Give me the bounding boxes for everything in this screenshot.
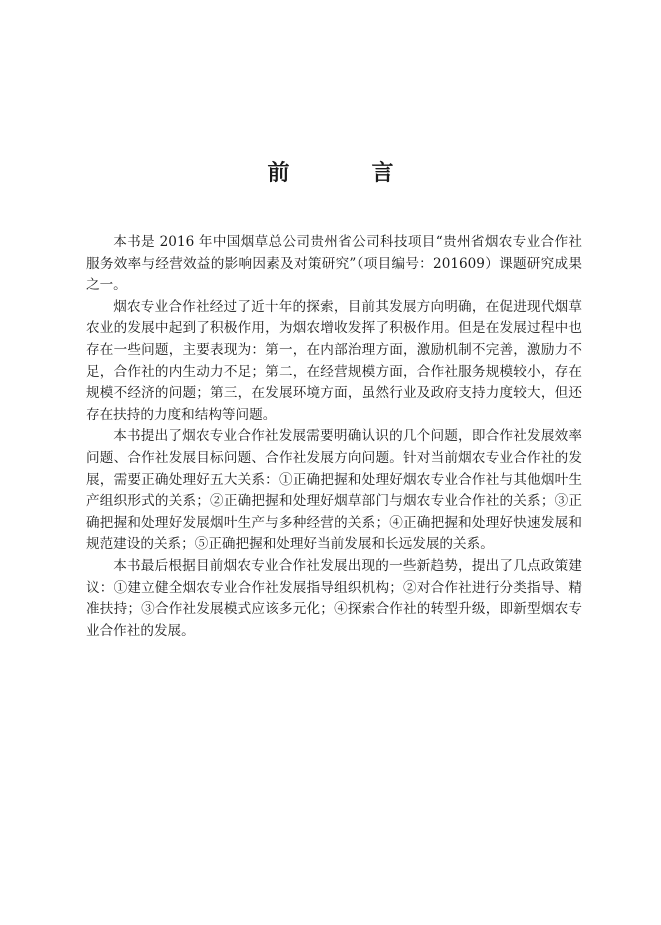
paragraph-2: 烟农专业合作社经过了近十年的探索，目前其发展方向明确，在促进现代烟草农业的发展中起到了积极作用，为烟农增收发挥了积极作用。但是在发展过程中也存在一些问题，主要表现为：第一，在内部治理方面，激励机制不完善，激励力不足，合作社的内生动力不足；第二，在经营规模方面，合作社服务规模较小，存在规模不经济的问题；第三，在发展环境方面，虽然行业及政府支持力度较大，但还存在扶持的力度和结构等问题。 — [86, 298, 582, 423]
paragraph-4: 本书最后根据目前烟农专业合作社发展出现的一些新趋势，提出了几点政策建议：①建立健全烟农专业合作社发展指导组织机构；②对合作社进行分类指导、精准扶持；③合作社发展模式应该多元化；④探索合作社的转型升级，即新型烟农专业合作社的发展。 — [86, 557, 582, 639]
page-title: 前 言 — [267, 160, 424, 186]
paragraph-3: 本书提出了烟农专业合作社发展需要明确认识的几个问题，即合作社发展效率问题、合作社发展目标问题、合作社发展方向问题。针对当前烟农专业合作社的发展，需要正确处理好五大关系：①正确把握和处理好烟农专业合作社与其他烟叶生产组织形式的关系；②正确把握和处理好烟草部门与烟农专业合作社的关系；③正确把握和处理好发展烟叶生产与多种经营的关系；④正确把握和处理好快速发展和规范建设的关系；⑤正确把握和处理好当前发展和长远发展的关系。 — [86, 428, 582, 553]
preface-body — [86, 232, 582, 642]
paragraph-1: 本书是 2016 年中国烟草总公司贵州省公司科技项目“贵州省烟农专业合作社服务效率与经营效益的影响因素及对策研究”（项目编号：201609）课题研究成果之一。 — [86, 234, 582, 294]
